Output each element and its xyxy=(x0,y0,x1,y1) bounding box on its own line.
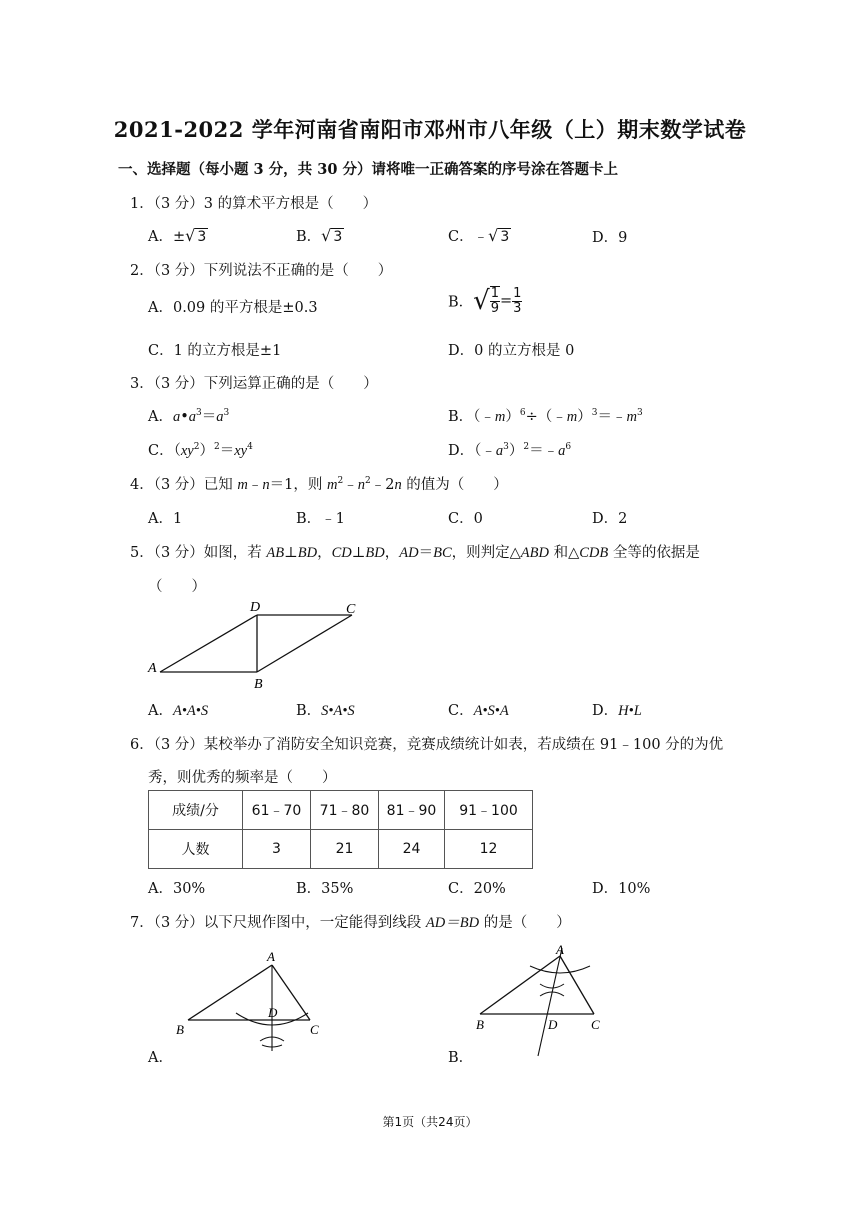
q5-label-a: A xyxy=(148,661,157,676)
q3-option-a: A．$a•a^3=a^3$ xyxy=(148,408,230,425)
q5-option-a: A．A•A•S xyxy=(148,703,209,719)
q1-option-a: A．±√ 3 xyxy=(148,226,207,245)
table-cell: 21 xyxy=(311,830,379,869)
table-cell: 91﹣100 xyxy=(445,791,533,830)
q6-option-a: A．30% xyxy=(148,881,206,897)
q7b-label-d: D xyxy=(548,1017,558,1032)
question-2: 2．（3 分）下列说法不正确的是（ ） xyxy=(130,263,393,279)
q7-figure-b xyxy=(466,942,626,1058)
q4-option-c: C．0 xyxy=(448,511,483,527)
q7-figure-a xyxy=(170,945,340,1055)
q3-option-d: D．$(﹣a^3)^2=﹣a^6$ xyxy=(448,442,572,459)
q7-option-b: B． xyxy=(448,1050,474,1066)
table-row xyxy=(149,830,533,869)
q7b-label-a: A xyxy=(556,942,564,957)
q6-option-b: B．35% xyxy=(296,881,354,897)
q1-option-c: C．﹣√ 3 xyxy=(448,226,510,245)
table-cell: 81﹣90 xyxy=(379,791,445,830)
table-cell: 成绩/分 xyxy=(149,791,243,830)
table-cell: 3 xyxy=(243,830,311,869)
table-cell: 人数 xyxy=(149,830,243,869)
q3-option-b: B．$(﹣m)^6\div(﹣m)^3=﹣m^3$ xyxy=(448,408,643,425)
q5-label-b: B xyxy=(254,677,263,692)
question-7: 7．（3 分）以下尺规作图中，一定能得到线段 AD＝BD 的是（ ） xyxy=(130,915,571,931)
page-title: 2021-2022 学年河南省南阳市邓州市八年级（上）期末数学试卷 xyxy=(113,117,747,142)
question-4: 4．（3 分）已知 m﹣n＝1，则 $m^2﹣n^2﹣2n$ 的值为（ ） xyxy=(130,476,508,493)
q7a-label-b: B xyxy=(176,1022,184,1037)
question-5: 5．（3 分）如图，若 AB⊥BD，CD⊥BD，AD＝BC，则判定△ABD 和△CDB 全等的依据是 xyxy=(130,545,700,561)
q7a-label-d: D xyxy=(268,1005,278,1020)
table-cell: 61﹣70 xyxy=(243,791,311,830)
q4-option-d: D．2 xyxy=(592,511,628,527)
q2-option-c: C．1 的立方根是±1 xyxy=(148,343,282,359)
table-cell: 71﹣80 xyxy=(311,791,379,830)
q7b-label-b: B xyxy=(476,1017,484,1032)
q2-option-b: B．√ $\frac{1}{9}$ = $\frac{1}{3}$ xyxy=(448,285,522,316)
q4-option-a: A．1 xyxy=(148,511,183,527)
page-footer: 第1页（共24页） xyxy=(382,1115,478,1129)
q7-option-a: A． xyxy=(148,1050,173,1066)
table-cell: 12 xyxy=(445,830,533,869)
table-row xyxy=(149,791,533,830)
question-6-line-2: 秀，则优秀的频率是（ ） xyxy=(148,770,337,786)
q7b-label-c: C xyxy=(591,1017,600,1032)
q3-option-c: C．$(xy^2)^2=xy^4$ xyxy=(148,442,253,459)
q5-label-c: C xyxy=(346,602,356,617)
q4-option-b: B．﹣1 xyxy=(296,511,345,527)
question-6-line-1: 6．（3 分）某校举办了消防安全知识竞赛，竞赛成绩统计如表，若成绩在 91﹣100 分的为优 xyxy=(130,737,724,753)
q7a-label-a: A xyxy=(267,949,275,964)
table-cell: 24 xyxy=(379,830,445,869)
q5-figure-parallelogram xyxy=(140,596,380,692)
section-heading: 一、选择题（每小题 3 分，共 30 分）请将唯一正确答案的序号涂在答题卡上 xyxy=(118,161,618,178)
q1-option-b: B．√ 3 xyxy=(296,226,343,245)
q7a-label-c: C xyxy=(310,1022,319,1037)
q5-label-d: D xyxy=(250,600,261,615)
q5-option-b: B．S•A•S xyxy=(296,703,355,719)
question-3: 3．（3 分）下列运算正确的是（ ） xyxy=(130,376,378,392)
question-1: 1．（3 分）3 的算术平方根是（ ） xyxy=(130,196,378,212)
q5-option-d: D．H•L xyxy=(592,703,642,719)
score-table xyxy=(148,790,533,869)
q6-option-d: D．10% xyxy=(592,881,651,897)
q6-option-c: C．20% xyxy=(448,881,506,897)
q1-option-d: D．9 xyxy=(592,230,628,246)
question-5-paren: （ ） xyxy=(148,579,206,595)
q2-option-a: A．0.09 的平方根是±0.3 xyxy=(148,300,318,316)
q5-option-c: C．A•S•A xyxy=(448,703,509,719)
q2-option-d: D．0 的立方根是 0 xyxy=(448,343,575,359)
